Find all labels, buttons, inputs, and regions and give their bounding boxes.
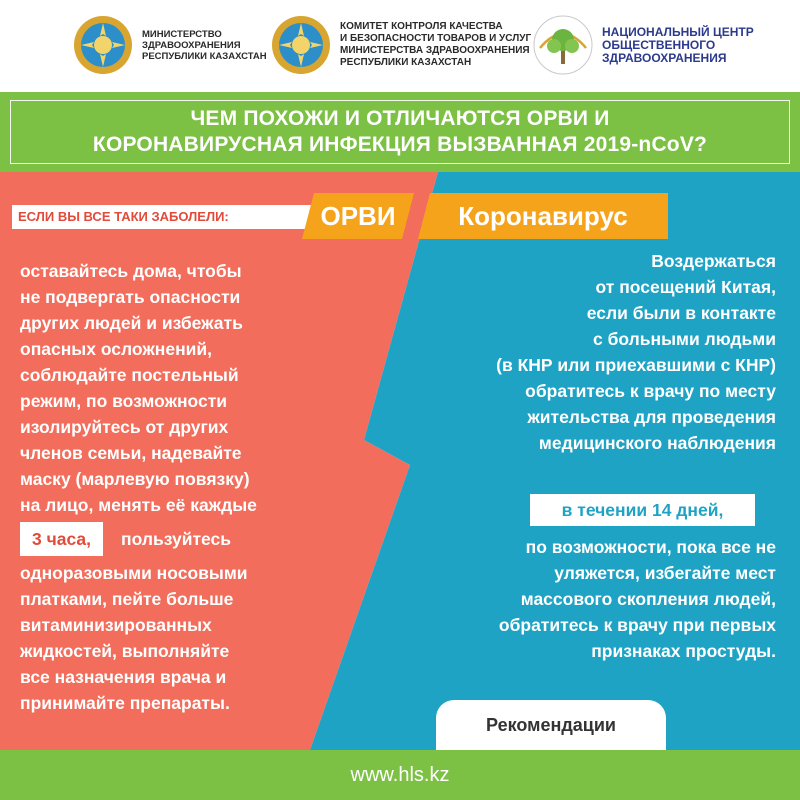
org-public-health-center-name: НАЦИОНАЛЬНЫЙ ЦЕНТР ОБЩЕСТВЕННОГО ЗДРАВООХРАНЕНИЯ [602,24,754,65]
org-ministry [72,14,267,76]
org-ministry-name: МИНИСТЕРСТВО ЗДРАВООХРАНЕНИЯ РЕСПУБЛИКИ КАЗАХСТАН [142,28,267,62]
if-sick-label: ЕСЛИ ВЫ ВСЕ ТАКИ ЗАБОЛЕЛИ: [12,205,312,229]
orvi-advice-line: других людей и избежать [20,313,243,333]
page-title-line-1: ЧЕМ ПОХОЖИ И ОТЛИЧАЮТСЯ ОРВИ И [190,107,610,130]
coronavirus-advice-line: уляжется, избегайте мест [554,563,776,583]
coronavirus-heading: Коронавирус [458,200,628,231]
footer [0,750,800,800]
orvi-advice [20,258,350,716]
orvi-advice-line: членов семьи, надевайте [20,443,242,463]
coronavirus-advice-line: обратитесь к врачу при первых [498,615,776,635]
fourteen-days-highlight: в течении 14 дней, [530,494,755,526]
kazakhstan-emblem-icon [270,14,332,76]
orvi-advice-line: режим, по возможности [20,391,228,411]
orvi-tag [302,193,414,239]
three-hours-highlight: 3 часа, [20,522,103,556]
header [0,0,800,92]
coronavirus-advice-line: массового скопления людей, [520,589,776,609]
orvi-advice-line: жидкостей, выполняйте [20,641,230,661]
coronavirus-advice-line: (в КНР или приехавшими с КНР) [496,355,776,375]
title-frame [10,100,790,164]
orvi-advice-line: одноразовыми носовыми [20,563,248,583]
orvi-advice-line: на лицо, менять её каждые [20,495,257,515]
coronavirus-advice-line: признаках простуды. [591,641,776,661]
coronavirus-advice-line: с больными людьми [592,329,776,349]
orvi-advice-line: не подвергать опасности [20,287,241,307]
orvi-advice-line: все назначения врача и [20,667,227,687]
orvi-advice-line: принимайте препараты. [20,693,230,713]
org-committee [270,14,531,76]
coronavirus-advice-line: медицинского наблюдения [538,433,776,453]
recommendations-tab: Рекомендации [436,700,666,750]
coronavirus-advice [376,248,776,456]
coronavirus-advice-line: если были в контакте [586,303,776,323]
org-committee-name: КОМИТЕТ КОНТРОЛЯ КАЧЕСТВА И БЕЗОПАСНОСТИ ТОВАРОВ И УСЛУГ МИНИСТЕРСТВА ЗДРАВООХРАНЕНИЯ РЕСПУБЛИКИ КАЗАХСТАН [340,21,532,68]
coronavirus-advice-line: жительства для проведения [527,407,776,427]
orvi-advice-line: изолируйтесь от других [20,417,229,437]
coronavirus-advice-line: по возможности, пока все не [525,537,776,557]
orvi-highlight-row [20,521,350,557]
coronavirus-advice-line: Воздержаться [651,251,776,271]
orvi-advice-line: оставайтесь дома, чтобы [20,261,242,281]
coronavirus-advice-continued [376,534,776,664]
coronavirus-tag [418,193,668,239]
coronavirus-advice-line: от посещений Китая, [595,277,776,297]
coronavirus-advice-line: обратитесь к врачу по месту [525,381,776,401]
orvi-advice-line: платками, пейте больше [20,589,234,609]
page-title-line-2: КОРОНАВИРУСНАЯ ИНФЕКЦИЯ ВЫЗВАННАЯ 2019-nCoV? [92,133,708,156]
website-link[interactable]: www.hls.kz [350,763,450,786]
orvi-advice-line: пользуйтесь [121,529,232,549]
orvi-advice-line: опасных осложнений, [20,339,213,359]
orvi-heading: ОРВИ [320,200,396,231]
orvi-advice-line: маску (марлевую повязку) [20,469,250,489]
public-health-tree-logo-icon [532,14,594,76]
orvi-advice-line: соблюдайте постельный [20,365,239,385]
org-public-health-center [532,14,754,76]
orvi-advice-line: витаминизированных [20,615,212,635]
title-band [0,92,800,172]
kazakhstan-emblem-icon [72,14,134,76]
